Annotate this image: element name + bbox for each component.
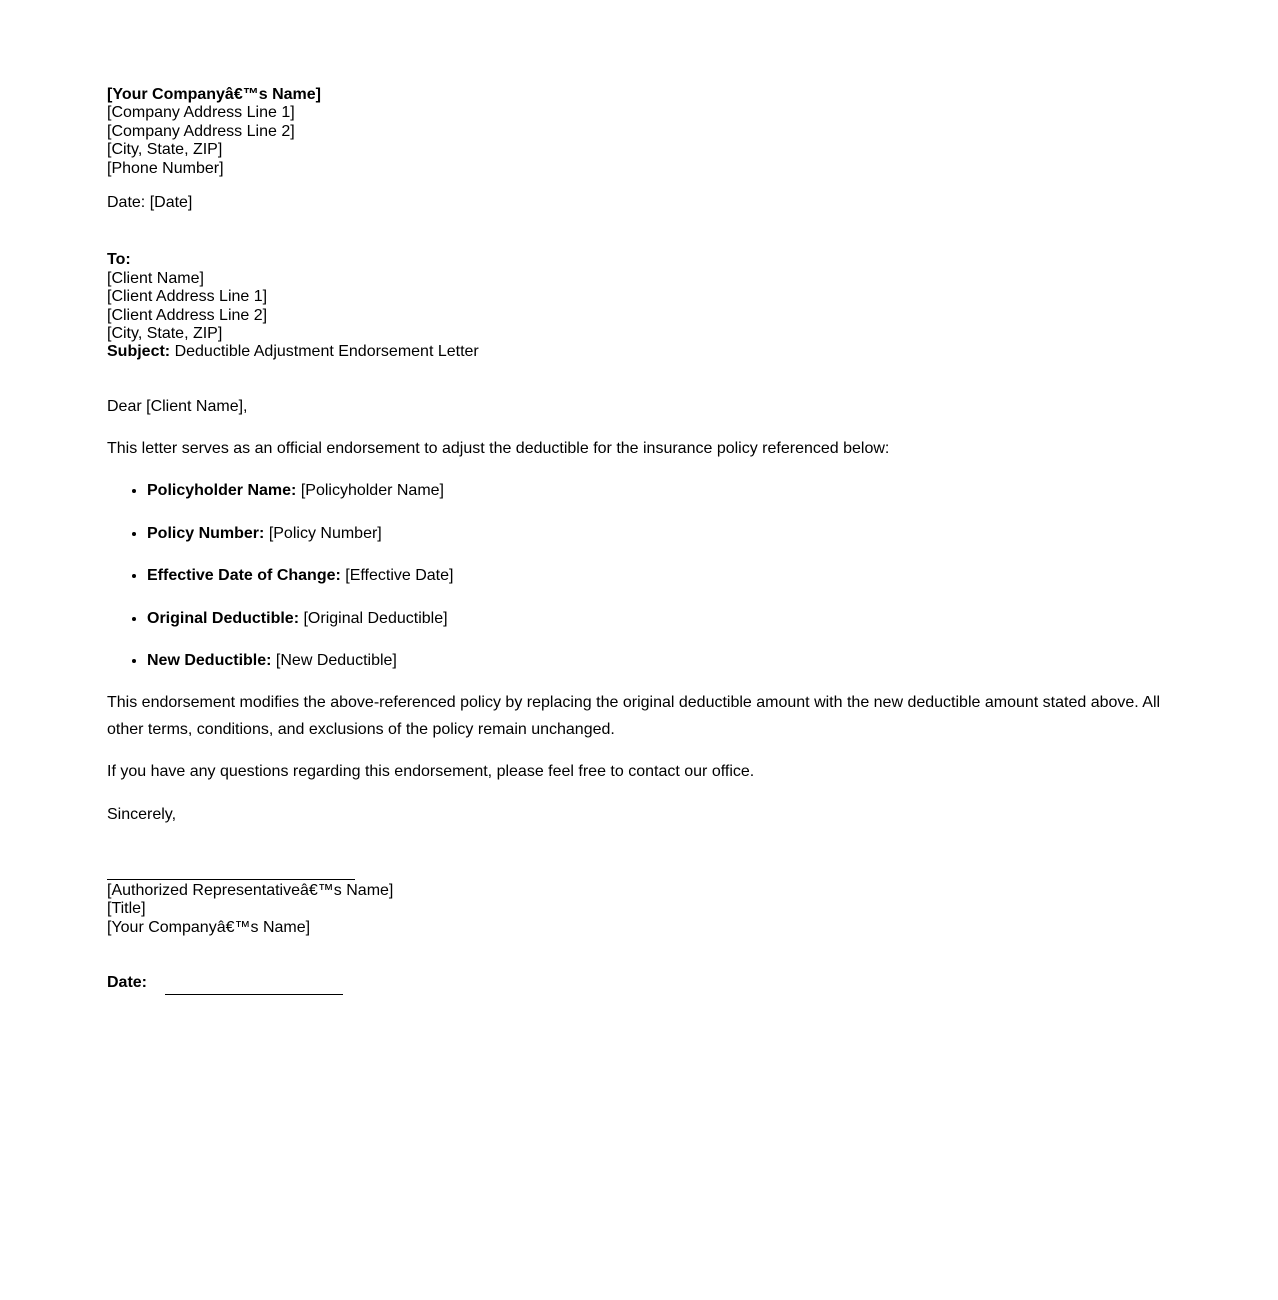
company-name: [Your Companyâ€™s Name]	[107, 86, 321, 103]
detail-label: Original Deductible:	[147, 609, 300, 627]
date-blank-line	[165, 994, 343, 995]
company-block	[107, 86, 1166, 178]
detail-value: [New Deductible]	[275, 652, 397, 670]
list-item	[147, 606, 1166, 632]
company-address-line-2: [Company Address Line 2]	[107, 122, 295, 140]
subject-text: Deductible Adjustment Endorsement Letter	[174, 343, 479, 361]
date-signature-row	[107, 974, 1166, 992]
detail-value: [Original Deductible]	[303, 609, 448, 627]
detail-value: [Policyholder Name]	[300, 482, 444, 500]
detail-value: [Effective Date]	[345, 567, 454, 585]
body-paragraph: This endorsement modifies the above-referenced policy by replacing the original deductible amount with the new deductible amount stated above. All other terms, conditions, and exclusions of the policy remain unchanged.	[107, 694, 1161, 738]
client-address-line-2: [Client Address Line 2]	[107, 306, 268, 324]
client-city-state-zip: [City, State, ZIP]	[107, 324, 223, 342]
list-item	[147, 648, 1166, 674]
detail-label: New Deductible:	[147, 652, 272, 670]
signoff: Sincerely,	[107, 805, 177, 823]
list-item	[147, 563, 1166, 589]
policy-details-list	[107, 478, 1166, 674]
representative-title: [Title]	[107, 900, 146, 918]
signature-line	[107, 879, 355, 880]
recipient-block	[107, 251, 1166, 361]
subject-label: Subject:	[107, 343, 171, 361]
detail-label: Policy Number:	[147, 524, 265, 542]
letter-date-line: Date: [Date]	[107, 193, 193, 211]
representative-name: [Authorized Representativeâ€™s Name]	[107, 881, 394, 899]
signature-company-name: [Your Companyâ€™s Name]	[107, 918, 311, 936]
detail-label: Policyholder Name:	[147, 482, 297, 500]
list-item	[147, 521, 1166, 547]
company-address-line-1: [Company Address Line 1]	[107, 104, 295, 122]
salutation: Dear [Client Name],	[107, 397, 248, 415]
client-address-line-1: [Client Address Line 1]	[107, 288, 268, 306]
company-city-state-zip: [City, State, ZIP]	[107, 141, 223, 159]
signature-block	[107, 882, 1166, 937]
intro-paragraph: This letter serves as an official endorsement to adjust the deductible for the insurance policy referenced below:	[107, 440, 890, 458]
company-phone: [Phone Number]	[107, 159, 224, 177]
date-label: Date:	[107, 974, 148, 992]
detail-label: Effective Date of Change:	[147, 567, 341, 585]
client-name: [Client Name]	[107, 269, 204, 287]
closing-paragraph: If you have any questions regarding this endorsement, please feel free to contact our office.	[107, 763, 755, 781]
to-label: To:	[107, 251, 131, 269]
list-item	[147, 478, 1166, 504]
detail-value: [Policy Number]	[268, 524, 382, 542]
